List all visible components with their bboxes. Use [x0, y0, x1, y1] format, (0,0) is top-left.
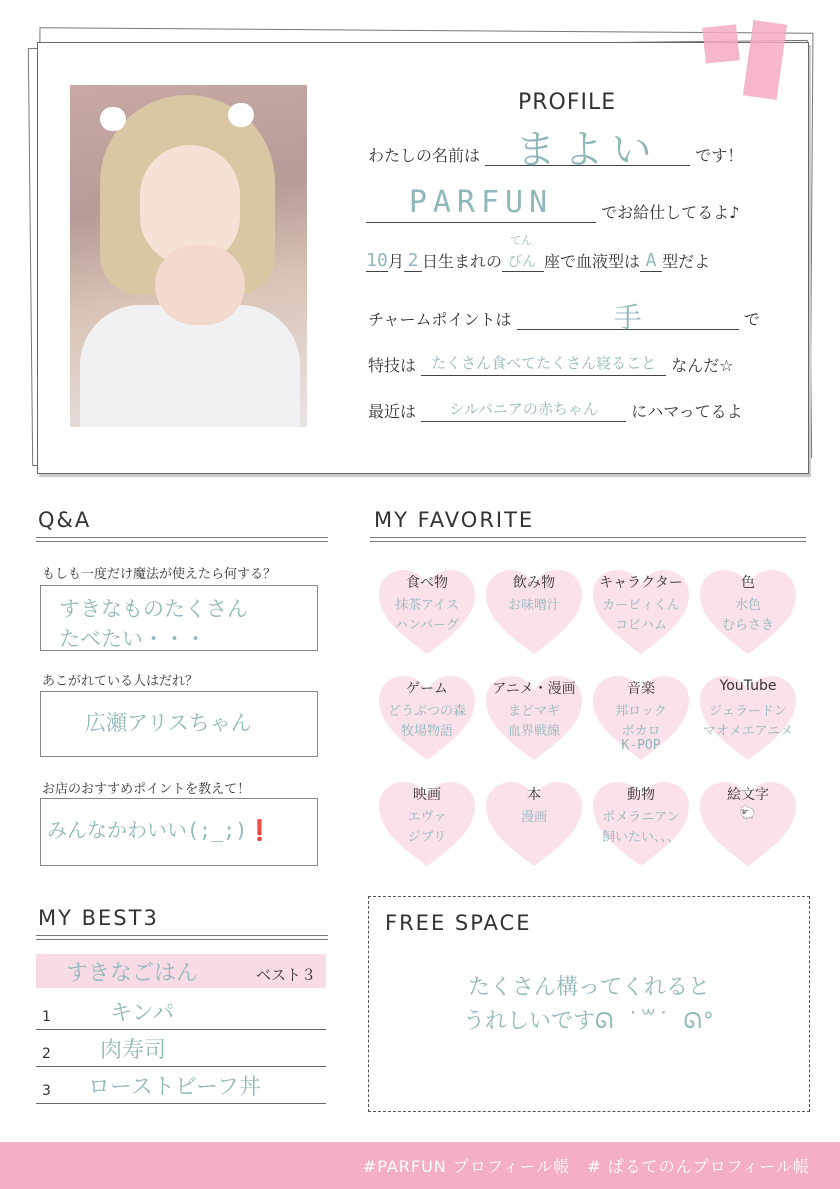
favorite-divider: [370, 537, 806, 542]
favorite-heart: [591, 780, 691, 870]
favorite-value: 血界戦線: [507, 724, 560, 739]
free-space-box: [368, 896, 810, 1112]
favorite-label: 音楽: [627, 681, 655, 697]
favorite-heart: [698, 674, 798, 764]
favorite-label: 色: [741, 575, 755, 591]
best-topic: すきなごはん: [66, 961, 199, 986]
favorite-heart: [377, 780, 477, 870]
favorite-value: 漫画: [520, 810, 547, 825]
favorite-label: YouTube: [719, 678, 777, 694]
favorite-title: MY FAVORITE: [374, 508, 535, 532]
best-suffix: ベスト３: [255, 966, 316, 984]
profile-shop-row: PARFUN でお給仕してるよ♪: [366, 185, 739, 223]
tape-decoration: [702, 24, 740, 63]
favorite-heart: [698, 780, 798, 870]
favorite-value: ハンバーグ: [394, 618, 460, 633]
best-title: MY BEST3: [38, 906, 159, 930]
footer-band: [0, 1142, 840, 1189]
favorite-value: ボカロ: [621, 724, 661, 739]
favorite-value: K-POP: [621, 738, 661, 753]
favorite-value: ジェラードン: [709, 704, 787, 719]
favorite-label: アニメ・漫画: [492, 681, 576, 697]
qa-question: お店のおすすめポイントを教えて！: [42, 782, 251, 797]
favorite-value: むらさき: [721, 618, 774, 633]
favorite-label: 飲み物: [513, 575, 555, 591]
profile-charm-row: チャームポイントは 手 で: [368, 296, 760, 330]
favorite-value: 邦ロック: [615, 704, 667, 719]
favorite-heart: [377, 568, 477, 658]
best-divider: [36, 935, 328, 940]
profile-skill: たくさん食べてたくさん寝ること: [431, 354, 657, 372]
qa-answer-box: 広瀬アリスちゃん: [40, 691, 318, 757]
favorite-label: 食べ物: [406, 575, 448, 591]
profile-birthday-row: 10月 2 日生まれの てん びん 座で血液型は A 型だよ: [366, 234, 711, 271]
favorite-value: まどマギ: [507, 704, 560, 719]
qa-answer-box: すきなものたくさん たべたい・・・: [40, 585, 318, 651]
favorite-heart: [484, 568, 584, 658]
qa-divider: [36, 537, 328, 542]
best-topic-band: [36, 954, 326, 988]
profile-title: PROFILE: [518, 90, 617, 115]
profile-skill-row: 特技は たくさん食べてたくさん寝ること なんだ☆: [368, 354, 734, 375]
favorite-heart: [484, 674, 584, 764]
free-space-title: FREE SPACE: [385, 911, 532, 935]
qa-answer-box: みんなかわいい(;_;)❗: [40, 798, 318, 866]
favorite-heart: [484, 780, 584, 870]
favorite-value: カービィくん: [602, 598, 680, 613]
qa-question: もしも一度だけ魔法が使えたら何する？: [42, 567, 277, 582]
favorite-value: マオメエアニメ: [702, 724, 794, 739]
profile-charm: 手: [613, 301, 642, 334]
favorite-label: キャラクター: [599, 575, 683, 591]
profile-recent-row: 最近は シルバニアの赤ちゃん にハマってるよ: [368, 400, 743, 421]
free-space-message: たくさん構ってくれると うれしいですᘏ ˙꒳˙ ᘏ°: [463, 975, 715, 1034]
favorite-value: 🐑: [739, 806, 757, 821]
favorite-value: 水色: [734, 598, 761, 613]
profile-name-row: わたしの名前は まよい です！: [368, 118, 743, 166]
favorite-value: お味噌汁: [507, 598, 560, 613]
best-row: 1 キンパ: [36, 994, 326, 1030]
favorite-heart: [377, 674, 477, 764]
best-row: 2 肉寿司: [36, 1031, 326, 1067]
favorite-heart: [591, 674, 691, 764]
profile-name: まよい: [515, 127, 660, 173]
favorite-heart: [698, 568, 798, 658]
favorite-label: 動物: [627, 787, 655, 803]
best-row: 3 ローストビーフ丼: [36, 1068, 326, 1104]
favorite-value: 牧場物語: [400, 724, 453, 739]
favorite-label: 映画: [413, 787, 441, 803]
favorite-label: 絵文字: [727, 787, 769, 803]
favorite-label: ゲーム: [406, 681, 448, 697]
qa-question: あこがれている人はだれ？: [42, 674, 199, 689]
profile-photo: [70, 85, 307, 427]
footer-hashtags: #PARFUN プロフィール帳 # ぱるてのんプロフィール帳: [362, 1157, 810, 1176]
favorite-value: 飼いたい、、、: [601, 830, 680, 845]
favorite-value: どうぶつの森: [387, 704, 466, 719]
qa-title: Q&A: [38, 508, 92, 532]
favorite-value: ジブリ: [407, 830, 447, 845]
favorite-heart: [591, 568, 691, 658]
profile-recent: シルバニアの赤ちゃん: [449, 400, 598, 418]
favorite-value: ポメラニアン: [602, 810, 680, 825]
favorite-value: 抹茶アイス: [395, 598, 459, 613]
favorite-label: 本: [527, 787, 541, 803]
favorite-value: コビハム: [614, 618, 667, 633]
profile-shop: PARFUN: [408, 185, 554, 220]
favorite-value: エヴァ: [407, 810, 447, 825]
